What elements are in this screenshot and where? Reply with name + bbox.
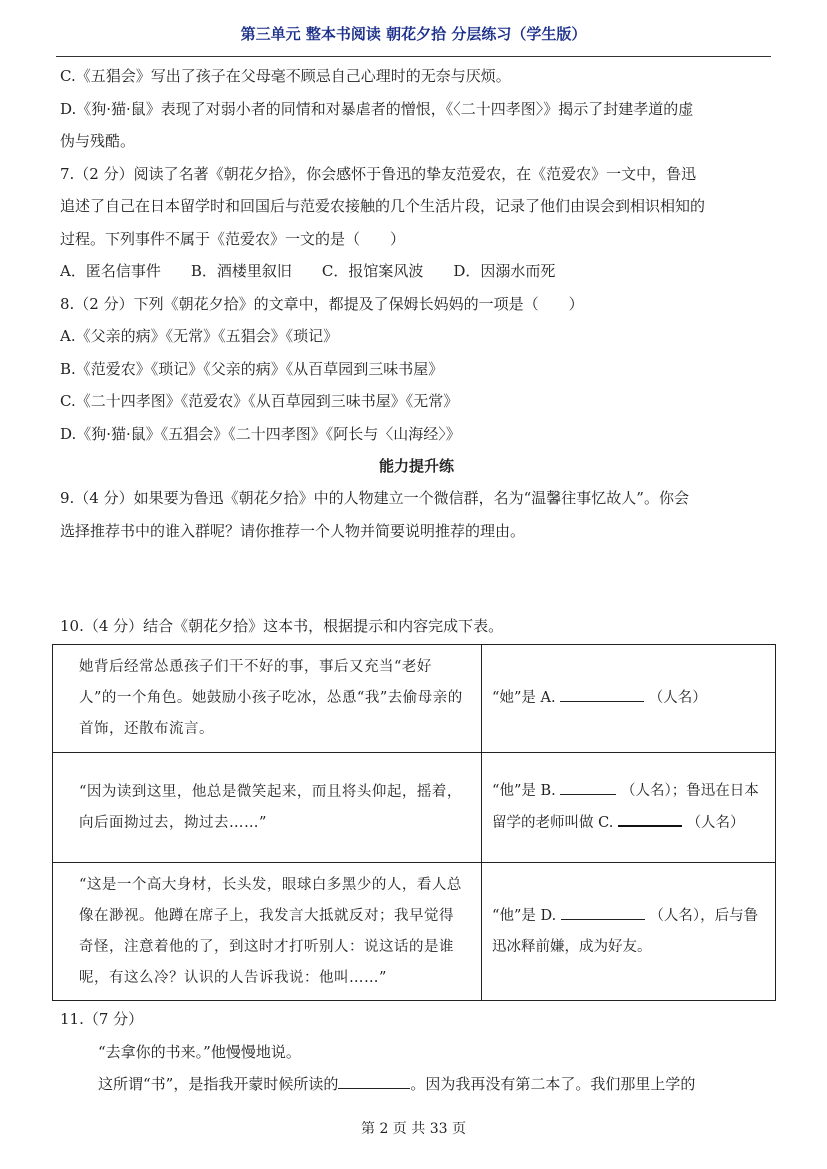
q10-answer-3 — [482, 863, 776, 1001]
blank-d[interactable] — [561, 901, 645, 920]
q7-stem-line2: 追述了自己在日本留学时和回国后与范爱农接触的几个生活片段，记录了他们由误会到相识相知的 — [60, 197, 706, 215]
q7-option-d: D．因溺水而死 — [453, 262, 556, 280]
q7-options — [60, 255, 773, 288]
q10-answer-2-suffix: （人名） — [686, 815, 745, 831]
q11-passage-line2-pre: 这所谓“书”，是指我开蒙时候所读的 — [98, 1075, 339, 1093]
table-row — [53, 863, 776, 1001]
q10-answer-1-prefix: “她”是 A. — [492, 690, 556, 706]
q8-option-d: D.《狗·猫·鼠》《五猖会》《二十四孝图》《阿长与〈山海经〉》 — [60, 424, 461, 443]
q9-answer-space — [60, 547, 773, 610]
q11-passage-line2-post: 。因为我再没有第二本了。我们那里上学的 — [410, 1075, 696, 1093]
q11-stem: 11.（7 分） — [60, 1010, 144, 1028]
q11-section — [60, 1003, 773, 1101]
blank-b[interactable] — [560, 776, 616, 795]
section-title: 能力提升练 — [378, 457, 454, 475]
table-row — [53, 753, 776, 863]
q11-passage-line1: “去拿你的书来。”他慢慢地说。 — [98, 1042, 301, 1061]
q6-option-c: C.《五猖会》写出了孩子在父母毫不顾忌自己心理时的无奈与厌烦。 — [60, 67, 511, 85]
blank-q11[interactable] — [338, 1070, 410, 1089]
table-row — [53, 645, 776, 753]
q10-answer-1-suffix: （人名） — [648, 690, 707, 706]
q8-option-b: B.《范爱农》《琐记》《父亲的病》《从百草园到三味书屋》 — [60, 359, 444, 378]
q8-option-a: A.《父亲的病》《无常》《五猖会》《琐记》 — [60, 327, 339, 345]
header-title: 第三单元 整本书阅读 朝花夕拾 分层练习（学生版） — [240, 25, 587, 43]
q7-option-b: B．酒楼里叙旧 — [190, 262, 292, 280]
q8-stem: 8.（2 分）下列《朝花夕拾》的文章中，都提及了保姆长妈妈的一项是（ ） — [60, 294, 584, 313]
page-header — [56, 22, 771, 57]
q10-answer-2-middle: （人名）；鲁迅在日本留学的老师叫做 C. — [492, 783, 759, 831]
q9-stem-line1: 9.（4 分）如果要为鲁迅《朝花夕拾》中的人物建立一个微信群，名为“温馨往事忆故人”。你会 — [60, 489, 689, 507]
q10-quote-1: 她背后经常怂恿孩子们干不好的事，事后又充当“老好人”的一个角色。她鼓励小孩子吃冰，怂恿“我”去偷母亲的首饰，还散布流言。 — [53, 645, 482, 753]
q10-table — [52, 644, 776, 1001]
q10-answer-1 — [482, 645, 776, 753]
q7-option-a: A．匿名信事件 — [60, 262, 161, 280]
q10-quote-2: “因为读到这里，他总是微笑起来，而且将头仰起，摇着，向后面拗过去，拗过去……” — [53, 753, 482, 863]
q10-stem: 10.（4 分）结合《朝花夕拾》这本书，根据提示和内容完成下表。 — [60, 617, 504, 635]
main-content — [60, 60, 773, 643]
q6-option-d-line2: 伪与残酷。 — [60, 132, 136, 150]
blank-c[interactable] — [618, 807, 682, 827]
q10-answer-2 — [482, 753, 776, 863]
q7-option-c: C．报馆案风波 — [321, 262, 424, 280]
q10-answer-3-suffix: （人名），后与鲁迅冰释前嫌，成为好友。 — [492, 907, 759, 955]
q7-stem-line3: 过程。下列事件不属于《范爱农》一文的是（ ） — [60, 229, 406, 248]
page-footer: 第 2 页 共 33 页 — [361, 1121, 466, 1137]
q6-option-d-line1: D.《狗·猫·鼠》表现了对弱小者的同情和对暴虐者的憎恨，《〈二十四孝图〉》揭示了封建孝道的虚 — [60, 99, 694, 118]
q7-stem-line1: 7.（2 分）阅读了名著《朝花夕拾》，你会感怀于鲁迅的挚友范爱农，在《范爱农》一文中，鲁迅 — [60, 164, 697, 183]
q10-answer-3-prefix: “他”是 D. — [492, 907, 557, 924]
q8-option-c: C.《二十四孝图》《范爱农》《从百草园到三味书屋》《无常》 — [60, 392, 459, 410]
blank-a[interactable] — [560, 683, 644, 702]
q9-stem-line2: 选择推荐书中的谁入群呢？请你推荐一个人物并简要说明推荐的理由。 — [60, 521, 526, 540]
q11-passage-line2 — [60, 1068, 773, 1101]
q10-answer-2-prefix: “他”是 B. — [492, 783, 556, 799]
q10-quote-3: “这是一个高大身材，长头发，眼球白多黑少的人，看人总像在渺视。他蹲在席子上，我发言大抵就反对；我早觉得奇怪，注意着他的了，到这时才打听别人：说这话的是谁呢，有这么冷？认识的人告诉我说：他叫……” — [53, 863, 482, 1001]
